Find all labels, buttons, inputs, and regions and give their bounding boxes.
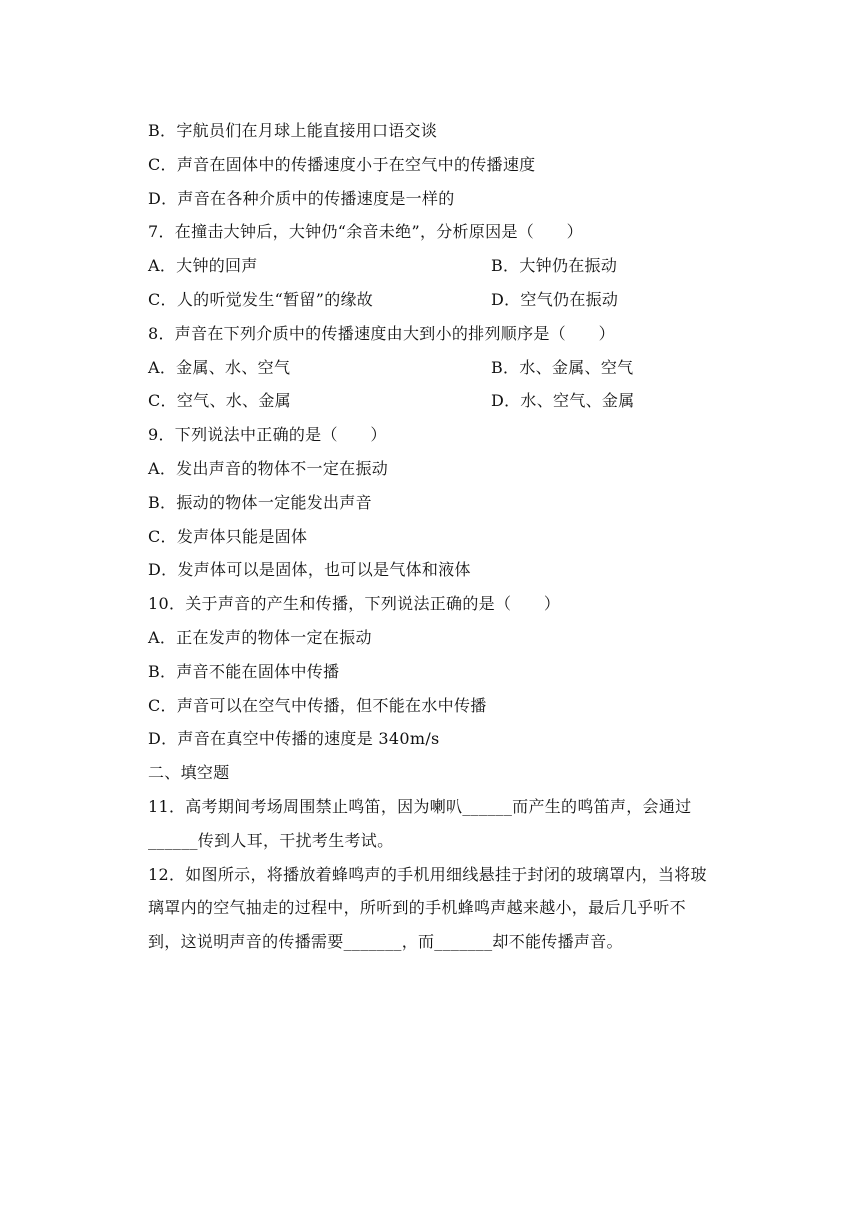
q9-option-d: D．发声体可以是固体，也可以是气体和液体 bbox=[148, 560, 471, 580]
q7-option-d: D．空气仍在振动 bbox=[491, 289, 619, 309]
section-title-fill-in: 二、填空题 bbox=[148, 763, 230, 783]
q12-text: 12．如图所示，将播放着蜂鸣声的手机用细线悬挂于封闭的玻璃罩内，当将玻璃罩内的空气抽走的过程中，所听到的手机蜂鸣声越来越小，最后几乎听不到，这说明声音的传播需要_______，而_______却不能传播声音。 bbox=[148, 864, 707, 952]
q7-option-c: C．人的听觉发生“暂留”的缘故 bbox=[148, 289, 374, 309]
q10-option-a: A．正在发声的物体一定在振动 bbox=[148, 627, 372, 647]
q9-option-b: B．振动的物体一定能发出声音 bbox=[148, 492, 372, 512]
q7-option-b: B．大钟仍在振动 bbox=[491, 256, 618, 276]
q7-options-row-2 bbox=[148, 283, 728, 317]
q8-option-c: C．空气、水、金属 bbox=[148, 391, 291, 411]
q10-option-b: B．声音不能在固体中传播 bbox=[148, 661, 340, 681]
q7-options-row-1 bbox=[148, 249, 728, 283]
q11-text: 11．高考期间考场周围禁止鸣笛，因为喇叭______而产生的鸣笛声，会通过______传到人耳，干扰考生考试。 bbox=[148, 796, 692, 850]
q8-options-row-1 bbox=[148, 351, 728, 385]
q6-option-c: C．声音在固体中的传播速度小于在空气中的传播速度 bbox=[148, 154, 536, 174]
exam-page bbox=[148, 114, 728, 959]
q8-options-row-2 bbox=[148, 384, 728, 418]
q9-option-c: C．发声体只能是固体 bbox=[148, 526, 308, 546]
q10-option-d: D．声音在真空中传播的速度是 340m/s bbox=[148, 729, 440, 749]
q10-option-c: C．声音可以在空气中传播，但不能在水中传播 bbox=[148, 695, 487, 715]
q9-stem: 9．下列说法中正确的是（ ） bbox=[148, 425, 387, 445]
q7-stem: 7．在撞击大钟后，大钟仍“余音未绝”，分析原因是（ ） bbox=[148, 222, 583, 242]
q8-option-b: B．水、金属、空气 bbox=[491, 357, 634, 377]
q8-option-d: D．水、空气、金属 bbox=[491, 391, 635, 411]
q6-option-d: D．声音在各种介质中的传播速度是一样的 bbox=[148, 188, 455, 208]
q9-option-a: A．发出声音的物体不一定在振动 bbox=[148, 458, 389, 478]
q6-option-b: B．字航员们在月球上能直接用口语交谈 bbox=[148, 121, 438, 140]
q7-option-a: A．大钟的回声 bbox=[148, 256, 258, 276]
q8-option-a: A．金属、水、空气 bbox=[148, 357, 291, 377]
q8-stem: 8．声音在下列介质中的传播速度由大到小的排列顺序是（ ） bbox=[148, 323, 615, 343]
q10-stem: 10．关于声音的产生和传播，下列说法正确的是（ ） bbox=[148, 594, 561, 614]
